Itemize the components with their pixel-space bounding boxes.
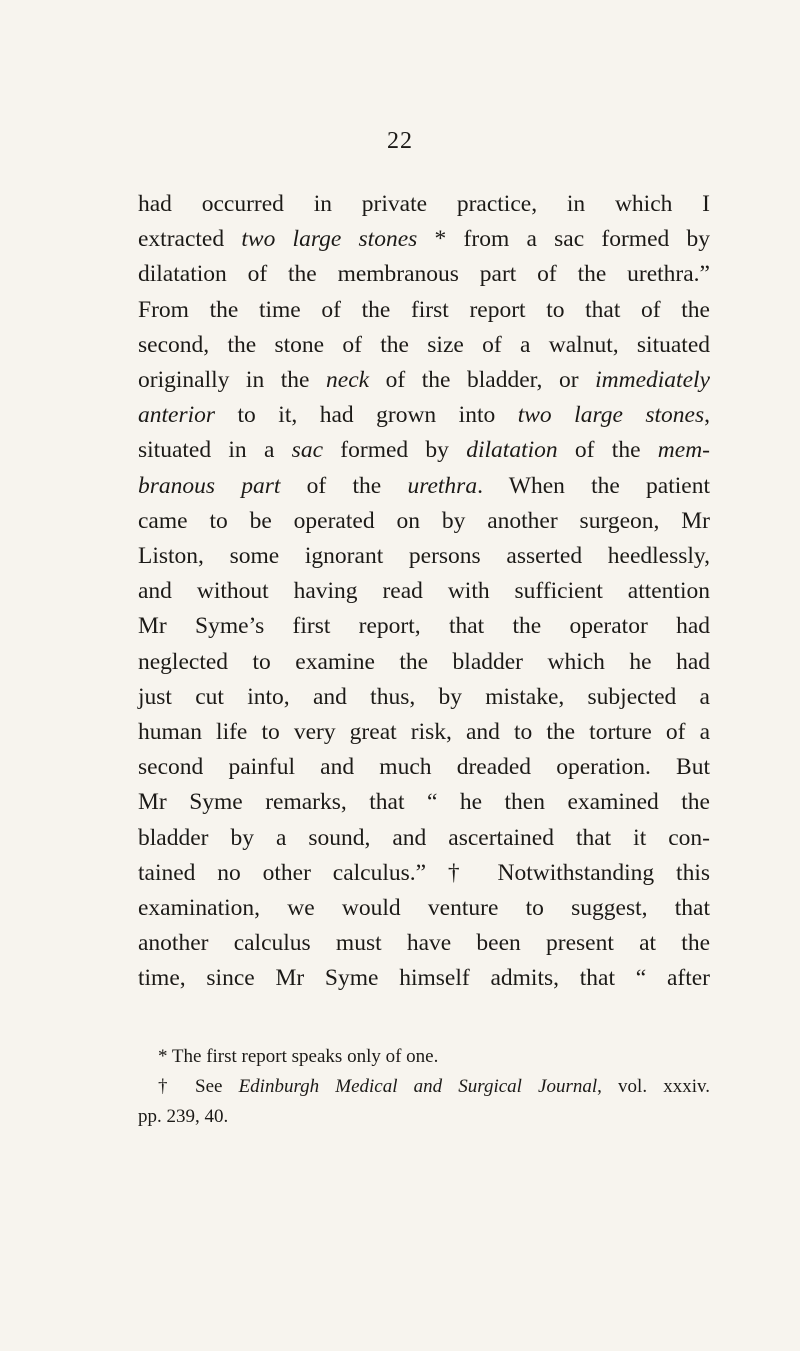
footnote: † See Edinburgh Medical and Surgical Journal, vol. xxxiv. — [158, 1076, 710, 1097]
text-line: Liston, some ignorant persons asserted heedlessly, — [138, 543, 710, 569]
text-line: bladder by a sound, and ascertained that it con- — [138, 824, 710, 851]
text-line: From the time of the first report to that of the — [138, 296, 710, 323]
text-line: came to be operated on by another surgeon, Mr — [138, 507, 710, 534]
text-line: tained no other calculus.” † Notwithstanding this — [138, 859, 710, 886]
text-line: dilatation of the membranous part of the urethra.” — [138, 261, 710, 288]
text-line: originally in the neck of the bladder, or immediately — [138, 367, 710, 393]
text-line: time, since Mr Syme himself admits, that “ after — [138, 965, 710, 992]
text-line: neglected to examine the bladder which he had — [138, 648, 710, 675]
text-line: situated in a sac formed by dilatation of the mem- — [138, 437, 710, 464]
footnote: pp. 239, 40. — [138, 1106, 229, 1127]
text-line: just cut into, and thus, by mistake, subjected a — [138, 683, 710, 710]
text-line: second, the stone of the size of a walnut, situated — [138, 331, 710, 358]
text-line: human life to very great risk, and to the torture of a — [138, 719, 710, 745]
text-line: Mr Syme’s first report, that the operator had — [138, 613, 710, 640]
text-line: anterior to it, had grown into two large stones, — [138, 402, 711, 429]
text-line: another calculus must have been present at the — [138, 930, 710, 957]
page-number: 22 — [387, 128, 413, 154]
text-line: extracted two large stones * from a sac formed by — [138, 226, 711, 253]
text-line: had occurred in private practice, in which I — [138, 191, 710, 217]
text-line: examination, we would venture to suggest, that — [138, 895, 710, 921]
text-line: second painful and much dreaded operation. But — [138, 754, 710, 781]
text-line: Mr Syme remarks, that “ he then examined the — [138, 789, 710, 816]
text-line: branous part of the urethra. When the patient — [138, 472, 710, 499]
footnote: * The first report speaks only of one. — [158, 1046, 439, 1067]
text-line: and without having read with sufficient attention — [138, 578, 710, 605]
